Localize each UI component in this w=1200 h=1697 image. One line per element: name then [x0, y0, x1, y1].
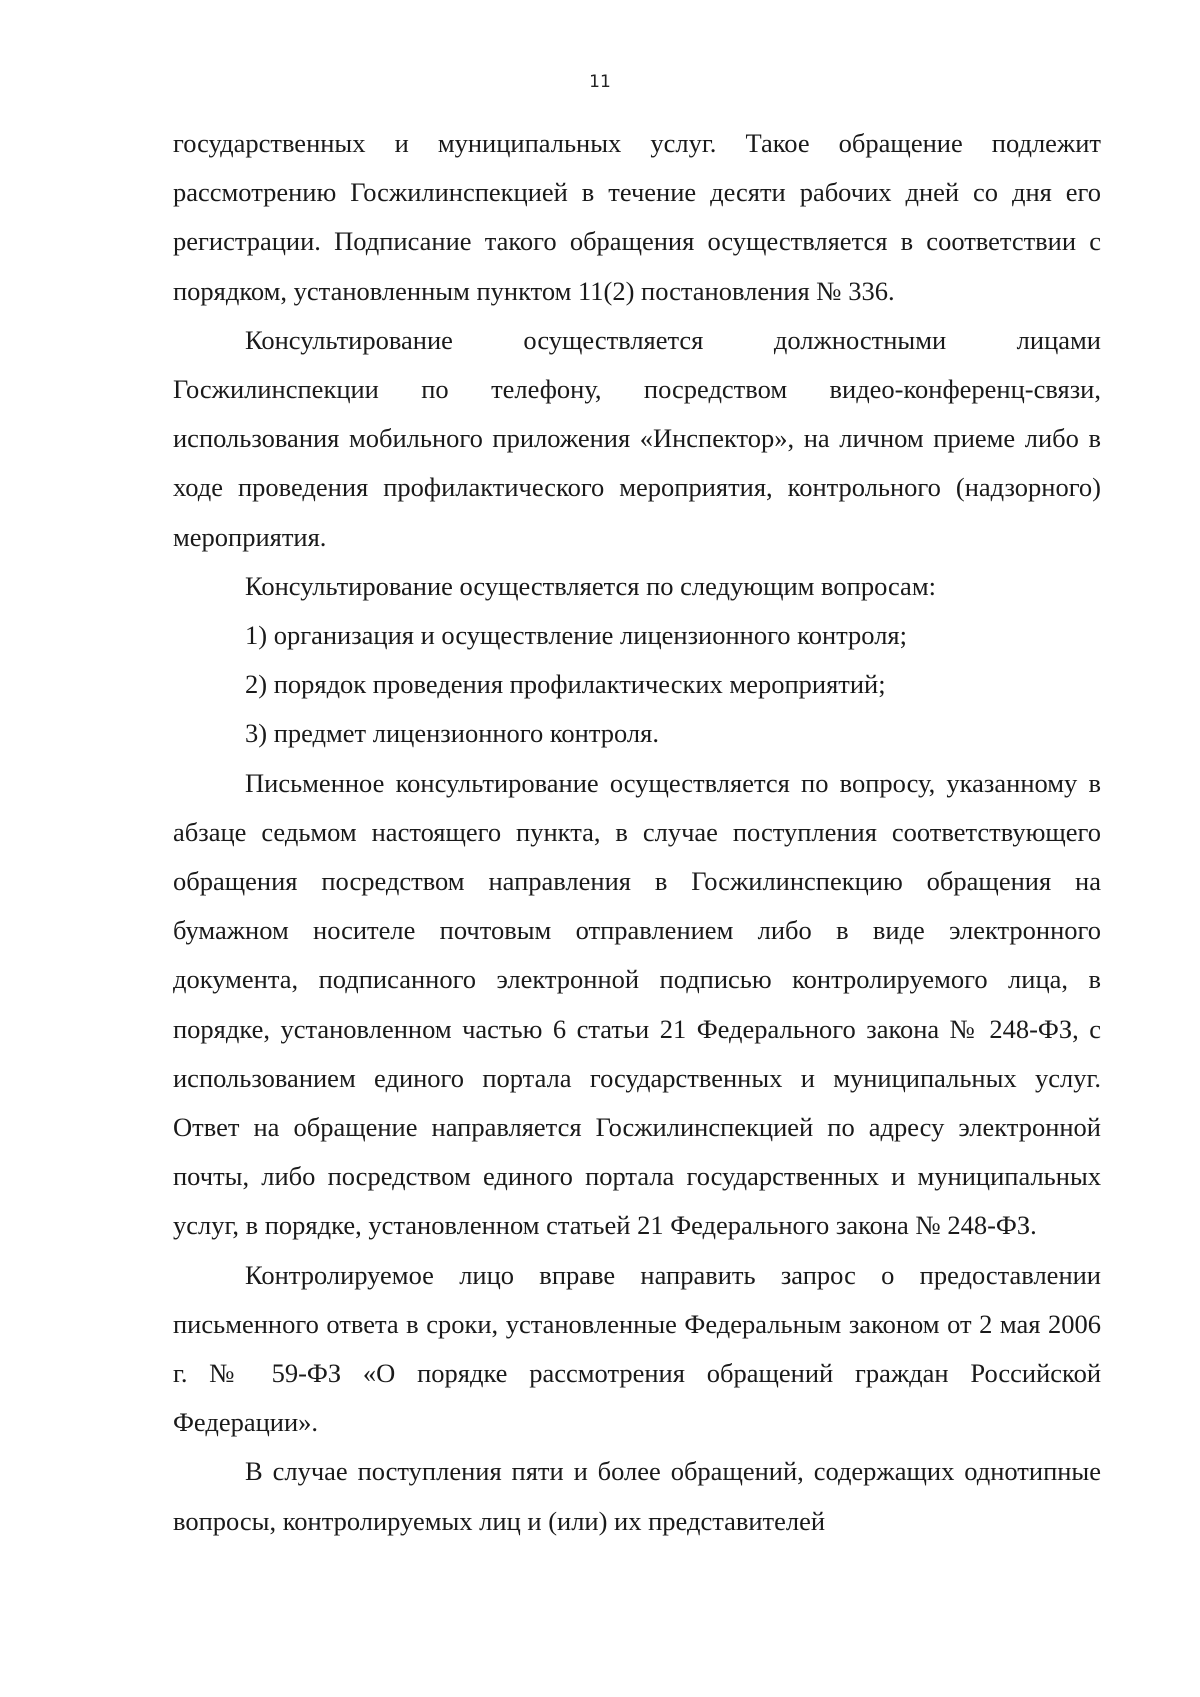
list-item-topic-2: 2) порядок проведения профилактических мероприятий; [245, 669, 886, 700]
document-body [173, 119, 1101, 1546]
paragraph-multiple-requests: В случае поступления пяти и более обращений, содержащих однотипные вопросы, контролируемых лиц и (или) их представителей [173, 1456, 1101, 1536]
list-item-topic-3: 3) предмет лицензионного контроля. [245, 718, 659, 749]
page-number: 11 [589, 72, 611, 92]
paragraph-consultation-topics-intro: Консультирование осуществляется по следующим вопросам: [245, 570, 936, 601]
paragraph-written-consultation: Письменное консультирование осуществляется по вопросу, указанному в абзаце седьмом настоящего пункта, в случае поступления соответствующего обращения посредством направления в Госжилинспекцию обращения на бумажном носителе почтовым отправлением либо в виде электронного документа, подписанного электронной подписью контролируемого лица, в порядке, установленном частью 6 статьи 21 Федерального закона № 248-ФЗ, с использованием единого портала государственных и муниципальных услуг. Ответ на обращение направляется Госжилинспекцией по адресу электронной почты, либо посредством единого портала государственных и муниципальных услуг, в порядке, установленном статьей 21 Федерального закона № 248-ФЗ. [173, 767, 1101, 1241]
paragraph-continuation: государственных и муниципальных услуг. Такое обращение подлежит рассмотрению Госжилинспекцией в течение десяти рабочих дней со дня его регистрации. Подписание такого обращения осуществляется в соответствии с порядком, установленным пунктом 11(2) постановления № 336. [173, 128, 1101, 306]
list-item-topic-1: 1) организация и осуществление лицензионного контроля; [245, 620, 907, 651]
paragraph-consultation-channels: Консультирование осуществляется должностными лицами Госжилинспекции по телефону, посредством видео-конференц-связи, использования мобильного приложения «Инспектор», на личном приеме либо в ходе проведения профилактического мероприятия, контрольного (надзорного) мероприятия. [173, 324, 1101, 552]
paragraph-written-answer-request: Контролируемое лицо вправе направить запрос о предоставлении письменного ответа в сроки, установленные Федеральным законом от 2 мая 2006 г. № 59-ФЗ «О порядке рассмотрения обращений граждан Российской Федерации». [173, 1259, 1101, 1438]
